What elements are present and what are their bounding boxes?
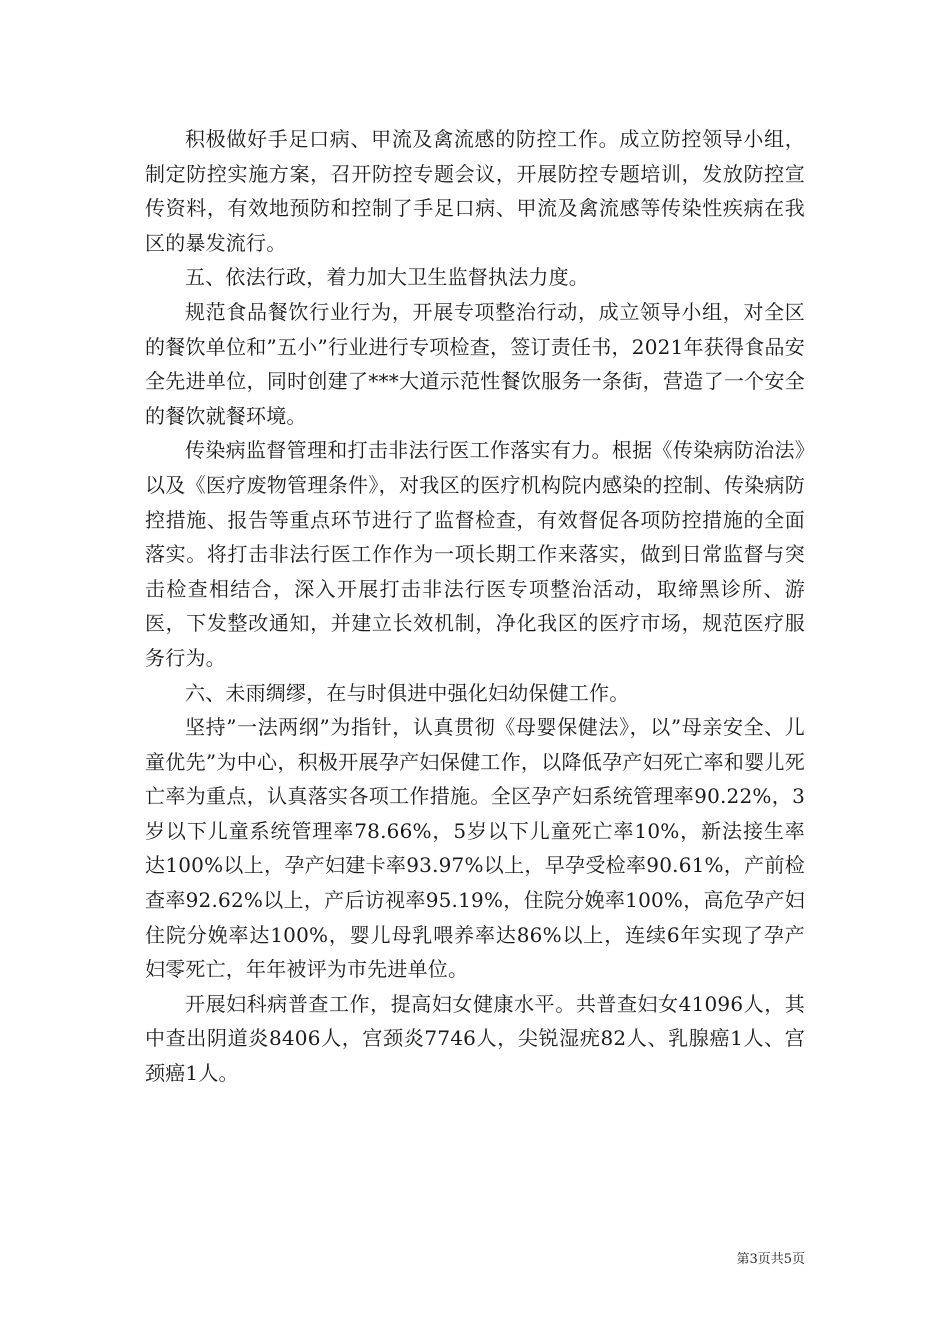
page-number: 第3页共5页 <box>736 1252 805 1267</box>
paragraph-food-safety: 规范食品餐饮行业行为，开展专项整治行动，成立领导小组，对全区的餐饮单位和”五小”行业进行专项检查，签订责任书，2021年获得食品安全先进单位，同时创建了***大道示范性餐饮服务一条街，营造了一个安全的餐饮就餐环境。 <box>145 299 805 428</box>
document-body <box>145 122 805 1091</box>
paragraph-infectious-disease-supervision: 传染病监督管理和打击非法行医工作落实有力。根据《传染病防治法》以及《医疗废物管理条件》，对我区的医疗机构院内感染的控制、传染病防控措施、报告等重点环节进行了监督检查，有效督促各项防控措施的全面落实。将打击非法行医工作作为一项长期工作来落实，做到日常监督与突击检查相结合，深入开展打击非法行医专项整治活动，取缔黑诊所、游医，下发整改通知，并建立长效机制，净化我区的医疗市场，规范医疗服务行为。 <box>145 438 805 670</box>
section-heading-five: 五、依法行政，着力加大卫生监督执法力度。 <box>185 265 589 290</box>
section-heading-six: 六、未雨绸缪，在与时俱进中强化妇幼保健工作。 <box>185 680 630 705</box>
paragraph-maternal-child-health: 坚持”一法两纲”为指针，认真贯彻《母婴保健法》，以”母亲安全、儿童优先”为中心，积极开展孕产妇保健工作，以降低孕产妇死亡率和婴儿死亡率为重点，认真落实各项工作措施。全区孕产妇系统管理率90.22%，3岁以下儿童系统管理率78.66%，5岁以下儿童死亡率10%，新法接生率达100%以上，孕产妇建卡率93.97%以上，早孕受检率90.61%，产前检查率92.62%以上，产后访视率95.19%，住院分娩率100%，高危孕产妇住院分娩率达100%，婴儿母乳喂养率达86%以上，连续6年实现了孕产妇零死亡，年年被评为市先进单位。 <box>145 715 805 982</box>
paragraph-gynecology-screening: 开展妇科病普查工作，提高妇女健康水平。共普查妇女41096人，其中查出阴道炎8406人，宫颈炎7746人，尖锐湿疣82人、乳腺癌1人、宫颈癌1人。 <box>145 991 805 1086</box>
paragraph-epidemic-control: 积极做好手足口病、甲流及禽流感的防控工作。成立防控领导小组，制定防控实施方案，召开防控专题会议，开展防控专题培训，发放防控宣传资料，有效地预防和控制了手足口病、甲流及禽流感等传染性疾病在我区的暴发流行。 <box>145 127 805 255</box>
